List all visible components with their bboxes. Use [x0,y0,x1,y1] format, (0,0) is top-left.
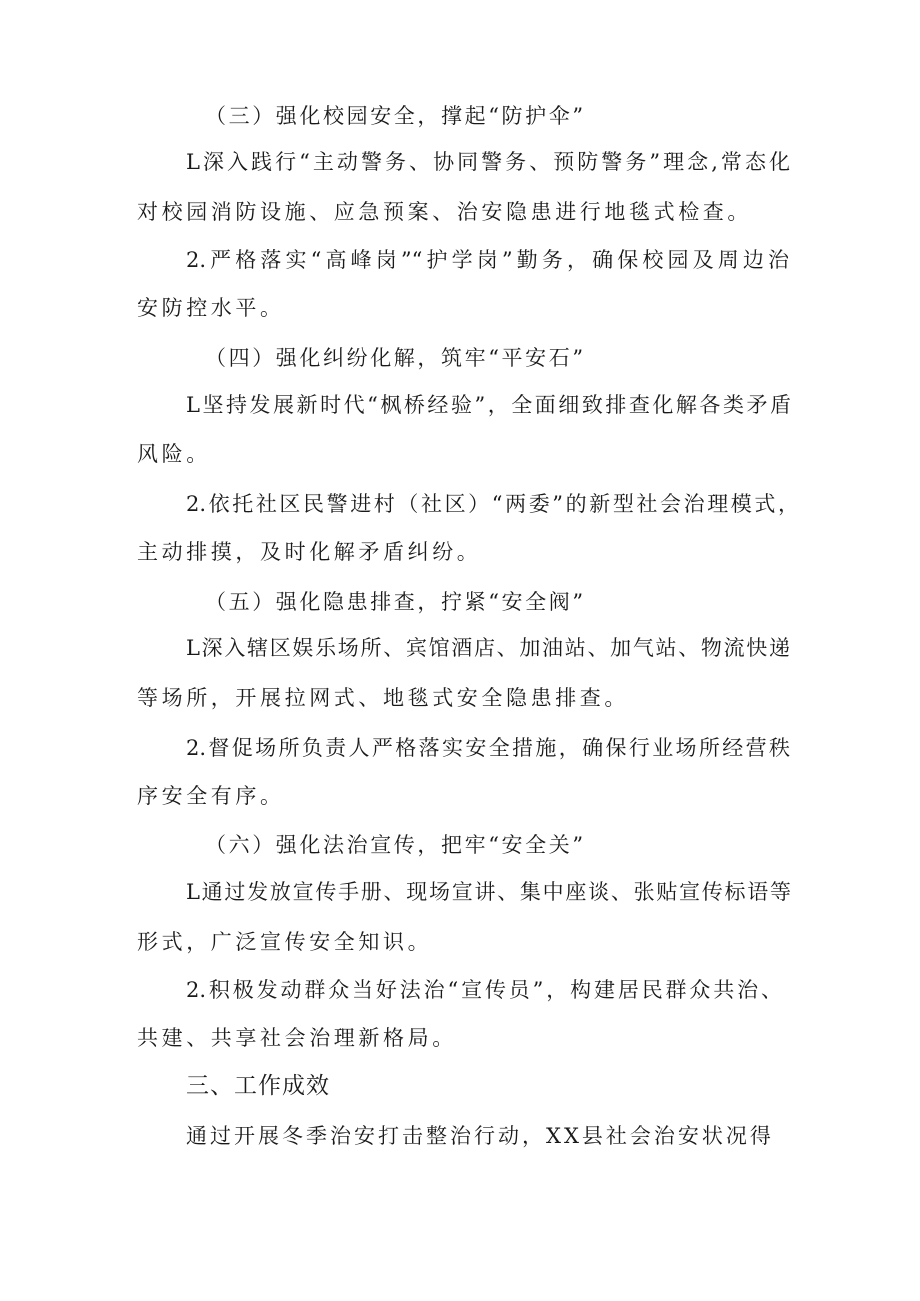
paragraph-line: 共建、共享社会治理新格局。 [137,1026,457,1050]
section-heading-3: （三）强化校园安全，撑起“防护伞” [205,104,586,128]
paragraph-line: L深入辖区娱乐场所、宾馆酒店、加油站、加气站、物流快递 [186,636,790,660]
section-heading-6: （六）强化法治宣传，把牢“安全关” [205,833,586,857]
paragraph-line: 2.积极发动群众当好法治“宣传员”，构建居民群众共治、 [186,978,782,1002]
paragraph-line: 序安全有序。 [137,784,285,808]
chapter-heading: 三、工作成效 [186,1073,330,1099]
paragraph-line: L坚持发展新时代“枫桥经验”，全面细致排查化解各类矛盾 [186,393,791,417]
paragraph-line: 主动排摸，及时化解矛盾纠纷。 [137,540,482,564]
paragraph-line: 等场所，开展拉网式、地毯式安全隐患排查。 [137,686,629,710]
paragraph-line: 形式，广泛宣传安全知识。 [137,930,433,954]
paragraph-line: 2.督促场所负责人严格落实安全措施，确保行业场所经营秩 [186,736,790,760]
paragraph-line: L通过发放宣传手册、现场宣讲、集中座谈、张贴宣传标语等 [186,880,791,904]
paragraph-line: 安防控水平。 [137,296,285,320]
paragraph-line: 风险。 [137,442,211,466]
paragraph-line: L深入践行“主动警务、协同警务、预防警务”理念,常态化 [186,150,790,174]
section-heading-5: （五）强化隐患排查，拧紧“安全阀” [205,590,586,614]
paragraph-line: 对校园消防设施、应急预案、治安隐患进行地毯式检查。 [137,200,752,224]
paragraph-line: 2.依托社区民警进村（社区）“两委”的新型社会治理模式， [186,492,799,516]
paragraph-line: 2.严格落实“高峰岗”“护学岗”勤务，确保校园及周边治 [186,248,789,272]
section-heading-4: （四）强化纠纷化解，筑牢“平安石” [205,346,586,370]
paragraph-line: 通过开展冬季治安打击整治行动，XX县社会治安状况得 [186,1124,774,1148]
